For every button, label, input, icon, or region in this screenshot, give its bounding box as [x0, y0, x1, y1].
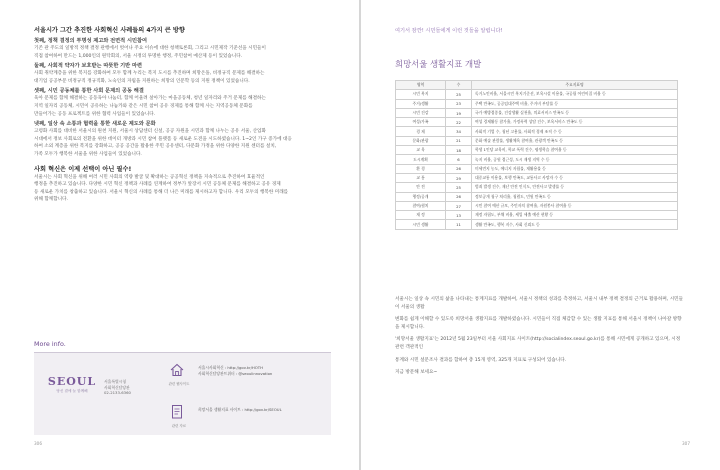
right-page — [361, 0, 720, 470]
table-cell: 29 — [446, 173, 472, 182]
item-1-title: 첫째, 정책 결정의 투명성 제고와 전면적 시민참여 — [34, 38, 148, 44]
table-row — [396, 99, 678, 108]
table-cell: 학생 1인당 교육비, 학교 폭력 건수, 평생학습 참여율 등 — [472, 146, 678, 155]
table-row — [396, 211, 678, 220]
table-row — [396, 173, 678, 182]
table-header-cell: 수 — [446, 81, 472, 90]
link-line[interactable]: 사회혁신담당관트위터 : @seoulinnovation — [198, 370, 273, 376]
table-header-cell: 영역 — [396, 81, 446, 90]
document-icon — [168, 403, 186, 421]
table-cell: 교 통 — [396, 173, 446, 182]
table-cell: 11 — [446, 220, 472, 229]
table-row — [396, 90, 678, 99]
item-3-title: 셋째, 시민 공동체를 통한 사회 문제의 공동 해결 — [34, 88, 144, 95]
table-cell: 정보공개 청구 처리율, 청렴도, 민원 만족도 등 — [472, 192, 678, 201]
left-page — [0, 0, 359, 470]
table-cell: 참여/협치 — [396, 201, 446, 210]
table-cell: 국가 예방접종률, 건강생활 실천율, 의료서비스 만족도 등 — [472, 108, 678, 117]
table-cell: 26 — [446, 164, 472, 173]
body-line-visit: 지금 방문해 보세요~ — [395, 370, 438, 376]
table-cell: 행정/공개 — [396, 192, 446, 201]
right-body — [395, 296, 685, 382]
page-number-right: 307 — [682, 441, 690, 446]
home-icon — [168, 361, 186, 379]
link-line[interactable]: 희망서울 생활지표 사이트 : http://gov.kr/SEOUL — [198, 407, 282, 412]
item-4-title: 넷째, 일상 속 소통과 협력을 통한 새로운 제도와 문화 — [34, 121, 156, 128]
table-cell: 시민 건강 — [396, 108, 446, 117]
document-label: 관련 자료 — [171, 424, 187, 428]
item-3-line: 만들어가는 공동 프로젝트를 위한 협력 사업들이 있었습니다. — [34, 111, 156, 117]
table-cell: 범죄 발생 건수, 재난 안전 인식도, 안전사고 발생률 등 — [472, 183, 678, 192]
table-cell: 25 — [446, 90, 472, 99]
website-label: 관련 웹사이트 — [168, 382, 190, 386]
table-row — [396, 146, 678, 155]
table-cell: 13 — [446, 211, 472, 220]
table-row — [396, 127, 678, 136]
link-line[interactable]: 서울시사회혁신 : http://gov.kr/HOTH — [198, 365, 263, 370]
table-cell: 27 — [446, 201, 472, 210]
body-line: 변화를 쉽게 이해할 수 있도록 희망서울 생활지표를 개발하였습니다. 시민들이 직접 체감할 수 있는 생활 지표를 통해 서울시 정책이 나아갈 방향을 제시합니다. — [395, 317, 682, 330]
right-title: 희망서울 생활지표 개발 — [395, 59, 482, 69]
table-cell: 주택 만족도, 공공임대주택 비율, 주거비 부담률 등 — [472, 99, 678, 108]
table-cell: 미세먼지 농도, 에너지 자립률, 재활용률 등 — [472, 164, 678, 173]
table-cell: 안 전 — [396, 183, 446, 192]
table-row — [396, 155, 678, 164]
item-3 — [34, 88, 330, 118]
section1-title: 서울시가 그간 추진한 사회혁신 사례들의 4가지 큰 방향 — [34, 27, 185, 34]
table-cell: 녹지 비율, 공원 접근성, 도시 재생 지역 수 등 — [472, 155, 678, 164]
item-1-line: 기존 관 주도의 일방적 정책 결정 관행에서 벗어나 주요 이슈에 대한 청책토론회, 그리고 시민제작 기준선을 시민들이 — [34, 46, 266, 51]
item-4-line: 하여 소외 계층을 위한 복지를 강화하고, 공공 공간을 활용한 주민 공유센터, 다문화 가정을 위한 다양한 지원 센터를 설치, — [34, 144, 277, 150]
table-cell: 주거/생활 — [396, 99, 446, 108]
table-cell: 문화/관광 — [396, 136, 446, 145]
logo-main: SEOUL — [47, 375, 97, 388]
table-cell: 25 — [446, 183, 472, 192]
item-4-line: 고령화 사회를 대비한 서울시의 원천 지원, 서울시 상담센터 신설, 공공 자원을 시민과 함께 나누는 공유 서울, 산업화 — [34, 129, 266, 135]
table-row — [396, 192, 678, 201]
section2-line: 등 새로운 가치를 창출하고 있습니다. 서울시 혁신의 사례를 통해 더 나은 미래를 제시하고자 합니다. 우리 모두의 행복한 미래를 — [34, 189, 289, 195]
table-cell: 교 육 — [396, 146, 446, 155]
page-number-left: 306 — [34, 441, 42, 446]
table-cell: 경 제 — [396, 127, 446, 136]
item-4-line: 가족 모두가 행복한 서울을 위한 사업들이 있었습니다. — [34, 151, 142, 157]
table-cell: 대중교통 이용률, 보행 만족도, 교통사고 사망자 수 등 — [472, 173, 678, 182]
section2-line: 위해 함께합니다. — [34, 197, 68, 203]
table-cell: 사회적 기업 수, 청년 고용률, 사회적 경제 조직 수 등 — [472, 127, 678, 136]
table-header-row — [396, 81, 678, 90]
table-row — [396, 164, 678, 173]
table-cell: 생활 만족도, 행복 지수, 사회 신뢰도 등 — [472, 220, 678, 229]
table-cell: 6 — [446, 155, 472, 164]
body-line: '희망서울 생활지표'는 2012년 5월 23일부터 서울 사회지표 사이트(http://socialindex.seoul.go.kr)를 통해 시민에게 공개하고 있으며, 시정 관련 객관적인 — [395, 337, 681, 350]
document-lines — [198, 407, 282, 413]
table-cell: 여성 경제활동 참가율, 가정폭력 상담 건수, 보육서비스 만족도 등 — [472, 118, 678, 127]
table-cell: 26 — [446, 192, 472, 201]
table-cell: 시민 생활 — [396, 220, 446, 229]
body-line: 서울시는 일상 속 시민의 삶을 나타내는 통계지표를 개발하여, 서울시 정책의 성과를 측정하고, 서울시 내부 정책 결정의 근거로 활용하며, 시민들이 서울의 생활 — [395, 297, 684, 310]
website-lines — [198, 365, 272, 376]
table-cell: 34 — [446, 127, 472, 136]
table-cell: 18 — [446, 146, 472, 155]
item-2-line: 대기업 공공부문 비정규직 정규직화, 노숙인의 자립을 지원하는 희망의 인문학 등의 지원 정책이 있었습니다. — [34, 78, 250, 84]
item-2-title: 둘째, 사회적 약자가 보호받는 따뜻한 기반 마련 — [34, 63, 143, 70]
item-4 — [34, 121, 330, 158]
table-row — [396, 136, 678, 145]
section2-line: 행정을 추진하고 있습니다. 다양한 시민 혁신 정책과 사례를 연계하여 정부가 앞장서 시민 공동체 문제를 해결하고 공유 경제 — [34, 182, 281, 188]
section2-line: 서울시는 사회 혁신을 위해 여러 시민 사회의 역량 발굴 및 확대하는 공공혁신 정책을 지속적으로 추진하여 효율적인 — [34, 174, 265, 180]
table-cell: 22 — [446, 118, 472, 127]
section2-title: 사회 혁신은 이제 선택이 아닌 필수! — [34, 165, 132, 173]
table-cell: 21 — [446, 136, 472, 145]
item-2-line: 사회 취약계층을 위한 복지를 강화하여 모두 함께 누리는 복지 도시를 추진하며 희망온돌, 비정규직 문제를 해결하는 — [34, 71, 265, 77]
more-info-heading: More info. — [34, 340, 66, 348]
item-3-line: 육아 문제를 함께 해결하는 공동육아 나눔터, 함께 어울려 살아가는 마을공동체, 청년 일자리와 주거 문제를 해결하는 — [34, 96, 266, 102]
seoul-logo — [42, 375, 102, 394]
logo-sub: 당신 곁에 늘 함께해 — [56, 389, 88, 393]
table-cell: 재정 자립도, 부채 비율, 세입 세출 예산 현황 등 — [472, 211, 678, 220]
table-row — [396, 220, 678, 229]
indicator-table — [395, 80, 678, 230]
table-row — [396, 201, 678, 210]
left-text-block — [34, 27, 330, 204]
info-box — [34, 352, 331, 435]
table-cell: 재 정 — [396, 211, 446, 220]
table-cell: 독거노인비율, 서울시민 복지기준선, 보육시설 이용률, 국공립 어린이집 비율 등 — [472, 90, 678, 99]
body-line: 통계와 시민 설문조사 결과를 합하여 총 15개 영역, 325개 지표로 구성되어 있습니다. — [395, 357, 567, 363]
table-row — [396, 108, 678, 117]
contact-info — [104, 379, 164, 396]
table-cell: 환 경 — [396, 164, 446, 173]
item-2 — [34, 63, 330, 85]
table-row — [396, 183, 678, 192]
table-cell: 19 — [446, 108, 472, 117]
contact-line: 서울특별시청 — [104, 379, 127, 384]
indicator-table-wrap — [395, 80, 678, 230]
contact-line: 02-2133-6360 — [104, 390, 131, 395]
table-cell: 23 — [446, 99, 472, 108]
table-cell: 시민 참여 예산 규모, 주민자치 참여율, 자원봉사 참여율 등 — [472, 201, 678, 210]
right-header: 여기서 잠깐! 시민들에게 이런 것들을 알립니다! — [395, 28, 503, 34]
contact-line: 사회혁신담당관 — [104, 384, 130, 390]
item-4-line: 시대에서 정보 사회로의 전환을 위한 데이터 개방과 시민 참여 플랫폼 등 새로운 도전을 시도하였습니다. 1~2인 가구 증가에 대응 — [34, 136, 292, 142]
table-header-cell: 주요지표명 — [472, 81, 678, 90]
table-cell: 여성/가족 — [396, 118, 446, 127]
item-1 — [34, 38, 330, 60]
item-1-line: 직접 참여하여 만드는 1,000인의 원탁회의, 서울 시정의 투명한 행정, 주민참여 예산제 등이 있었습니다. — [34, 53, 243, 59]
table-row — [396, 118, 678, 127]
item-3-line: 지역 일자리 공동체, 시민이 공유하는 나눔카와 같은 시민 참여 공유 경제를 통해 함께 사는 지역공동체 문화를 — [34, 103, 253, 109]
table-cell: 도시계획 — [396, 155, 446, 164]
table-cell: 문화 예술 관람률, 생활체육 참여율, 관광객 만족도 등 — [472, 136, 678, 145]
table-cell: 시민 복지 — [396, 90, 446, 99]
